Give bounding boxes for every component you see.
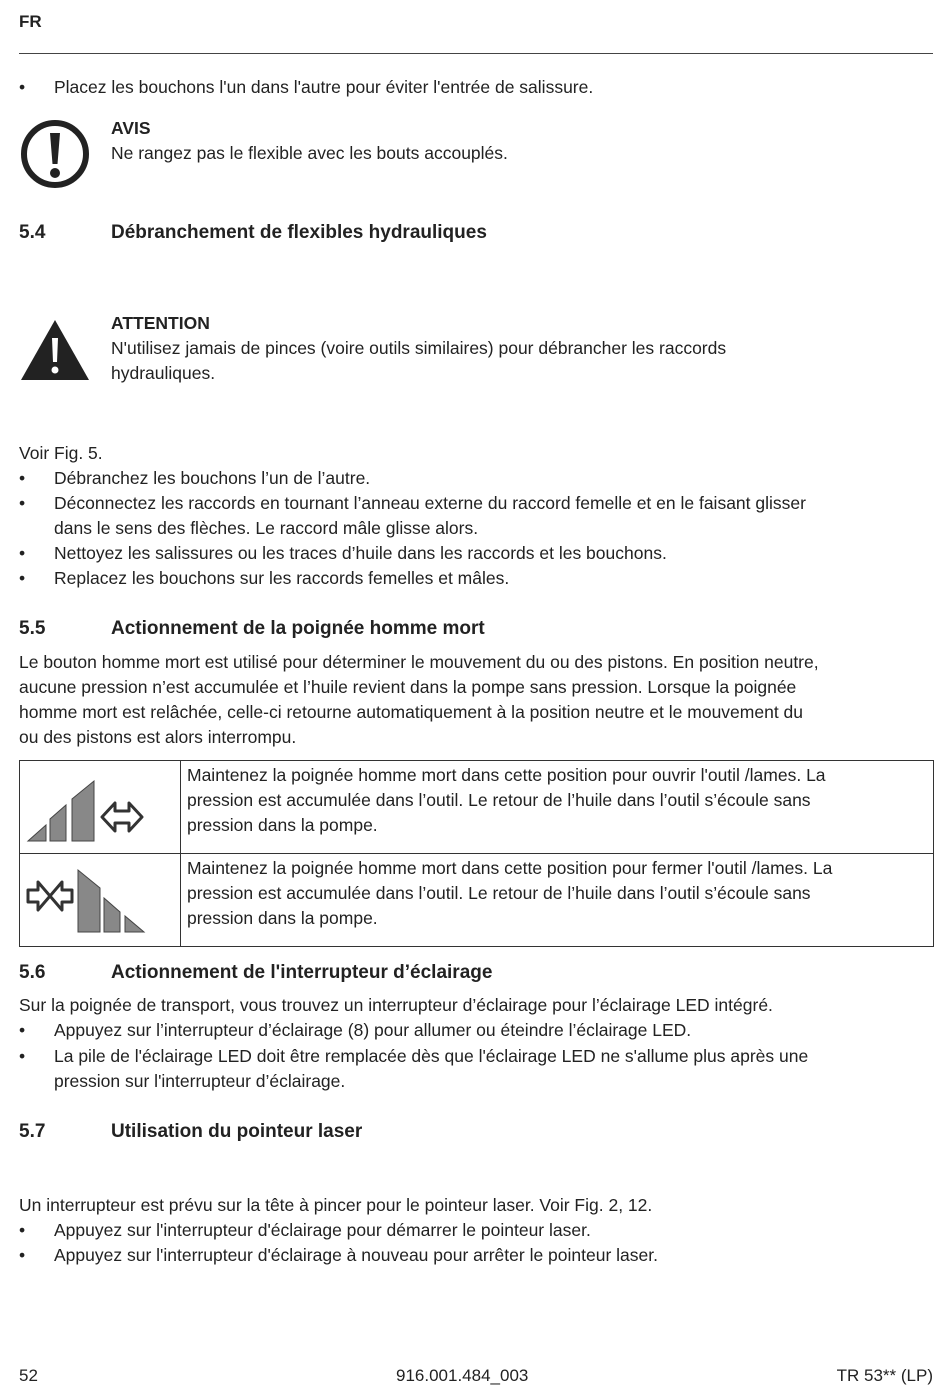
warning-triangle-icon — [20, 318, 90, 382]
paragraph-line: ou des pistons est alors interrompu. — [19, 727, 297, 747]
paragraph-line: Le bouton homme mort est utilisé pour déterminer le mouvement du ou des pistons. En position neutre, — [19, 652, 819, 672]
model-name: TR 53** (LP) — [836, 1366, 933, 1385]
table-cell-description — [181, 761, 934, 854]
language-code: FR — [19, 12, 42, 31]
exclamation-circle-icon — [19, 118, 91, 190]
bullet: • — [19, 543, 26, 563]
paragraph-line: Un interrupteur est prévu sur la tête à pincer pour le pointeur laser. Voir Fig. 2, 12. — [19, 1195, 653, 1215]
section-number: 5.4 — [19, 222, 46, 243]
list-item-text: Débranchez les bouchons l’un de l’autre. — [54, 468, 371, 488]
list-item-text: Replacez les bouchons sur les raccords femelles et mâles. — [54, 568, 510, 588]
bullet: • — [19, 1046, 26, 1066]
section-title: Débranchement de flexibles hydrauliques — [111, 222, 487, 243]
open-position-icon — [20, 761, 180, 848]
list-item-text: Appuyez sur l’interrupteur d’éclairage (8) pour allumer ou éteindre l’éclairage LED. — [54, 1020, 692, 1040]
paragraph-line: homme mort est relâchée, celle-ci retourne automatiquement à la position neutre et le mouvement du — [19, 702, 804, 722]
section-number: 5.6 — [19, 962, 46, 983]
table-cell-description — [181, 854, 934, 947]
bullet: • — [19, 468, 26, 488]
page-number: 52 — [19, 1366, 38, 1385]
list-item-text: La pile de l'éclairage LED doit être remplacée dès que l'éclairage LED ne s'allume plus après une — [54, 1046, 809, 1066]
list-item-text: Nettoyez les salissures ou les traces d’huile dans les raccords et les bouchons. — [54, 543, 667, 563]
figure-reference: Voir Fig. 5. — [19, 443, 103, 463]
paragraph-line: aucune pression n’est accumulée et l’huile revient dans la pompe sans pression. Lorsque la poignée — [19, 677, 797, 697]
table-cell-icon — [20, 854, 181, 947]
description-line: pression dans la pompe. — [187, 815, 378, 835]
header-rule — [19, 53, 933, 54]
description-line: pression est accumulée dans l’outil. Le retour de l’huile dans l’outil s’écoule sans — [187, 790, 811, 810]
section-number: 5.7 — [19, 1121, 46, 1142]
warning-text-line: hydrauliques. — [111, 363, 216, 383]
list-item-text: dans le sens des flèches. Le raccord mâle glisse alors. — [54, 518, 479, 538]
section-title: Actionnement de la poignée homme mort — [111, 618, 485, 639]
description-line: Maintenez la poignée homme mort dans cette position pour ouvrir l'outil /lames. La — [187, 765, 826, 785]
warning-text-line: N'utilisez jamais de pinces (voire outils similaires) pour débrancher les raccords — [111, 338, 727, 358]
description-line: pression dans la pompe. — [187, 908, 378, 928]
bullet: • — [19, 493, 26, 513]
list-item-text: pression sur l'interrupteur d’éclairage. — [54, 1071, 346, 1091]
description-line: Maintenez la poignée homme mort dans cette position pour fermer l'outil /lames. La — [187, 858, 833, 878]
close-position-icon — [20, 854, 180, 941]
section-title: Actionnement de l'interrupteur d’éclairage — [111, 962, 493, 983]
table-row — [20, 761, 934, 854]
document-number: 916.001.484_003 — [396, 1366, 529, 1385]
list-item-text: Placez les bouchons l'un dans l'autre pour éviter l'entrée de salissure. — [54, 77, 594, 97]
bullet: • — [19, 77, 26, 97]
notice-text: Ne rangez pas le flexible avec les bouts accouplés. — [111, 143, 508, 163]
description-line: pression est accumulée dans l’outil. Le retour de l’huile dans l’outil s’écoule sans — [187, 883, 811, 903]
paragraph-line: Sur la poignée de transport, vous trouvez un interrupteur d’éclairage pour l’éclairage LED intégré. — [19, 995, 773, 1015]
table-cell-icon — [20, 761, 181, 854]
handle-positions-table — [19, 760, 934, 947]
table-row — [20, 854, 934, 947]
list-item-text: Déconnectez les raccords en tournant l’anneau externe du raccord femelle et en le faisant glisser — [54, 493, 806, 513]
list-item-text: Appuyez sur l'interrupteur d'éclairage pour démarrer le pointeur laser. — [54, 1220, 591, 1240]
bullet: • — [19, 1020, 26, 1040]
bullet: • — [19, 1220, 26, 1240]
bullet: • — [19, 1245, 26, 1265]
warning-title: ATTENTION — [111, 313, 210, 333]
notice-title: AVIS — [111, 118, 151, 138]
list-item-text: Appuyez sur l'interrupteur d'éclairage à nouveau pour arrêter le pointeur laser. — [54, 1245, 658, 1265]
section-number: 5.5 — [19, 618, 46, 639]
bullet: • — [19, 568, 26, 588]
section-title: Utilisation du pointeur laser — [111, 1121, 363, 1142]
